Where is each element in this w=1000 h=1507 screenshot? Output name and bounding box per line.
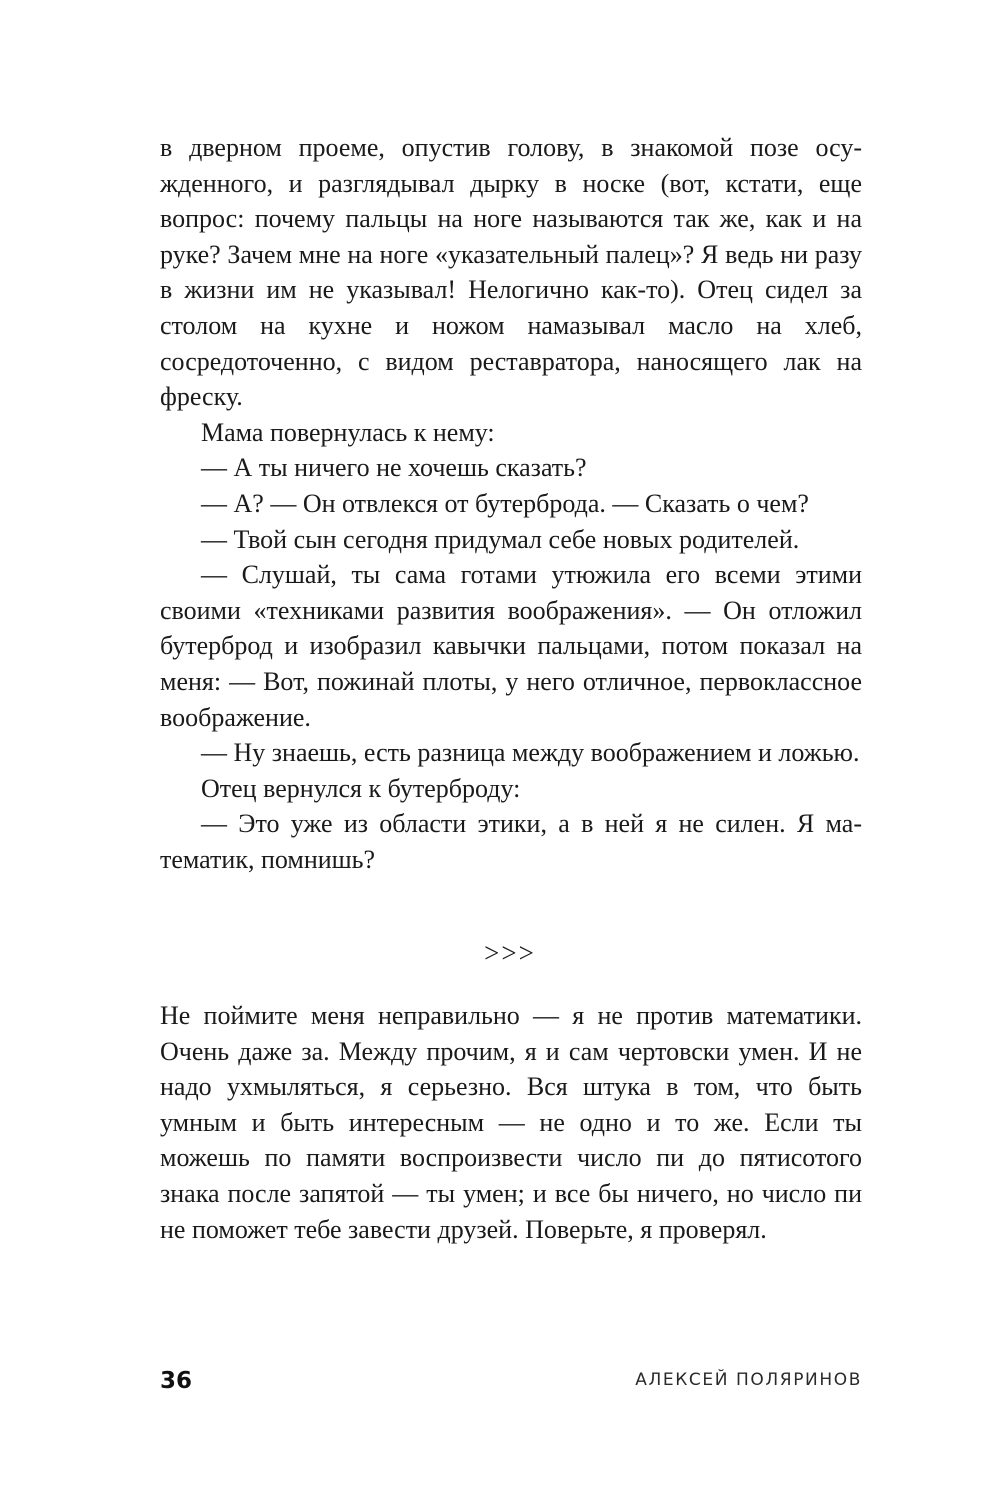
section-separator: >>> [484,938,536,968]
paragraph: Отец вернулся к бутерброду: [201,773,521,803]
dialogue-line: — Слушай, ты сама готами утюжила его всеми этими своими «техниками развития воображения». — Он отложил бутерброд и изобразил кавычки пальцами, потом показал на меня: — Вот, пожинай плоты, у него отличное, первоклассное воображение. [160,560,862,732]
main-text-section-1 [160,130,862,877]
paragraph: в дверном проеме, опустив голову, в знакомой позе осужденного, и разглядывал дырку в носке (вот, кстати, еще вопрос: почему пальцы на ноге называются так же, как и на руке? Зачем мне на ноге «указательный палец»? Я ведь ни разу в жизни им не указывал! Нелогично как-то). Отец сидел за столом на кухне и ножом намазывал масло на хлеб, сосредоточенно, с видом реставратора, наносящего лак на фреску. [160,133,862,412]
dialogue-line: — Твой сын сегодня придумал себе новых родителей. [201,524,800,554]
paragraph: Не поймите меня неправильно — я не против математики. Очень даже за. Между прочим, я и сам чертовски умен. И не надо ухмыляться, я серьезно. Вся штука в том, что быть умным и быть интересным — не одно и то же. Если ты можешь по памяти воспроизвести число пи до пятисотого знака после запятой — ты умен; и все бы ничего, но число пи не поможет тебе завести друзей. Поверьте, я проверял. [160,1001,862,1244]
dialogue-line: — А? — Он отвлекся от бутерброда. — Сказать о чем? [201,488,809,518]
dialogue-line: — Это уже из области этики, а в ней я не силен. Я математик, помнишь? [160,809,862,874]
dialogue-line: — А ты ничего не хочешь сказать? [201,453,587,483]
paragraph: Мама повернулась к нему: [201,417,495,447]
author-name: АЛЕКСЕЙ ПОЛЯРИНОВ [635,1370,862,1390]
page-number: 36 [160,1368,193,1394]
page-footer [160,1368,862,1402]
main-text-section-2 [160,998,862,1247]
dialogue-line: — Ну знаешь, есть разница между воображением и ложью. [201,738,860,768]
